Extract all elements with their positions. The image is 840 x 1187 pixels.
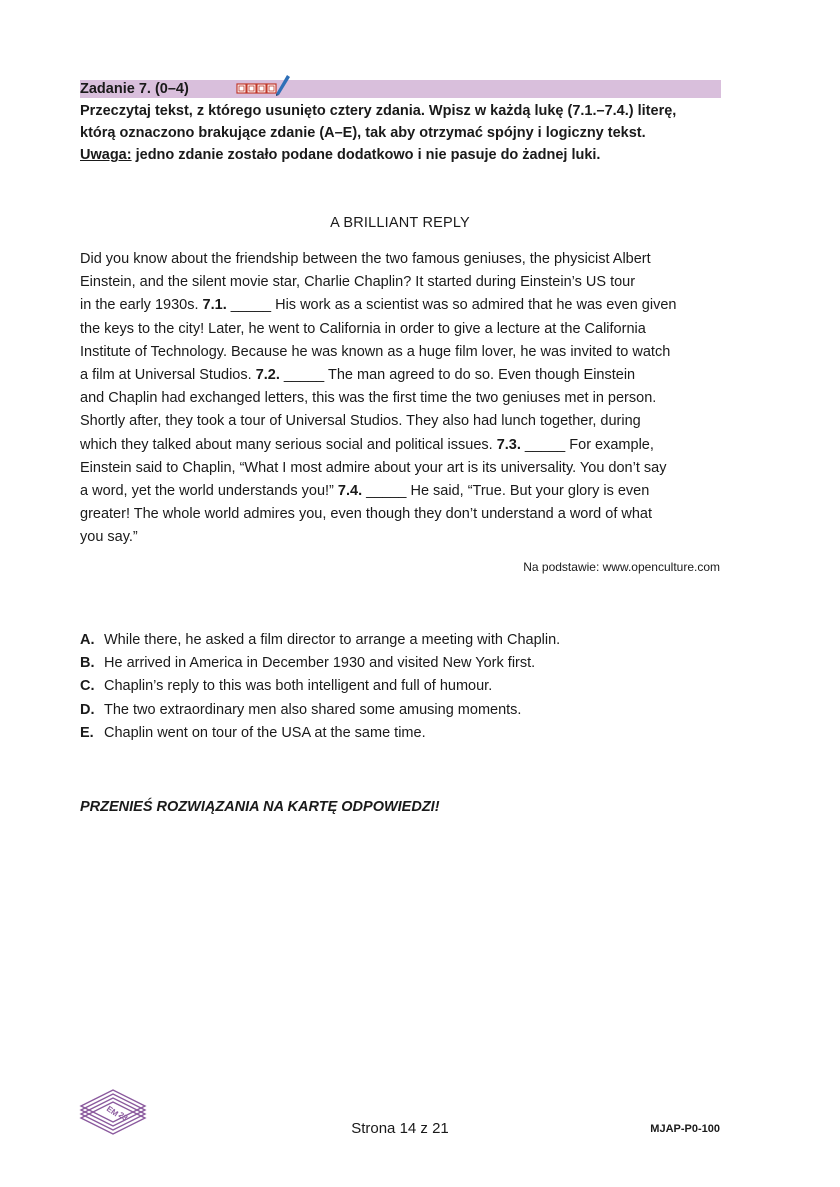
story-line: Shortly after, they took a tour of Universal Studios. They also had lunch together, during bbox=[80, 413, 641, 430]
story-line: Einstein said to Chaplin, “What I most admire about your art is its universality. You don’t say bbox=[80, 459, 667, 476]
option-d bbox=[80, 699, 720, 722]
option-text: He arrived in America in December 1930 and visited New York first. bbox=[104, 655, 536, 672]
story-line: a word, yet the world understands you!” 7.4. _____ He said, “True. But your glory is even bbox=[80, 482, 650, 499]
gap-label: 7.3. bbox=[496, 436, 521, 453]
story-line: which they talked about many serious social and political issues. 7.3. _____ For example, bbox=[80, 436, 654, 453]
pen-icon bbox=[276, 75, 290, 96]
story-line: Institute of Technology. Because he was known as a huge film lover, he was invited to watch bbox=[80, 343, 671, 360]
story-text bbox=[80, 248, 725, 549]
option-letter: E. bbox=[80, 724, 94, 741]
document-code: MJAP-P0-100 bbox=[650, 1123, 720, 1135]
note-label: Uwaga: bbox=[80, 147, 132, 163]
task-title: Zadanie 7. (0–4) bbox=[80, 81, 189, 97]
story-line: you say.” bbox=[80, 529, 138, 546]
instruction-line: którą oznaczono brakujące zdanie (A–E), tak aby otrzymać spójny i logiczny tekst. bbox=[80, 125, 646, 141]
story-line: Einstein, and the silent movie star, Charlie Chaplin? It started during Einstein’s US tour bbox=[80, 274, 636, 291]
note-text: jedno zdanie zostało podane dodatkowo i nie pasuje do żadnej luki. bbox=[131, 147, 601, 163]
story-title: A BRILLIANT REPLY bbox=[330, 215, 470, 231]
option-letter: B. bbox=[80, 655, 95, 672]
gap-label: 7.2. bbox=[255, 366, 280, 383]
option-b bbox=[80, 652, 720, 675]
option-letter: C. bbox=[80, 678, 95, 695]
story-line: the keys to the city! Later, he went to California in order to give a lecture at the California bbox=[80, 320, 646, 337]
option-text: The two extraordinary men also shared some amusing moments. bbox=[104, 701, 522, 718]
option-letter: A. bbox=[80, 632, 95, 648]
svg-text:EM: EM bbox=[104, 1104, 120, 1119]
option-text: Chaplin’s reply to this was both intelligent and full of humour. bbox=[104, 678, 493, 695]
transfer-note: PRZENIEŚ ROZWIĄZANIA NA KARTĘ ODPOWIEDZI! bbox=[80, 799, 440, 815]
option-text: Chaplin went on tour of the USA at the same time. bbox=[104, 724, 426, 741]
option-letter: D. bbox=[80, 701, 95, 718]
story-line: a film at Universal Studios. 7.2. _____ The man agreed to do so. Even though Einstein bbox=[80, 366, 636, 383]
source-citation: Na podstawie: www.openculture.com bbox=[523, 560, 720, 574]
gap-label: 7.4. bbox=[337, 482, 363, 499]
story-line: greater! The whole world admires you, even though they don’t understand a word of what bbox=[80, 506, 653, 523]
gap-label: 7.1. bbox=[202, 297, 227, 314]
option-e bbox=[80, 722, 720, 745]
story-line: and Chaplin had exchanged letters, this was the first time the two geniuses met in person. bbox=[80, 390, 657, 407]
score-boxes-icon bbox=[236, 72, 292, 96]
option-text: While there, he asked a film director to arrange a meeting with Chaplin. bbox=[104, 632, 561, 648]
svg-text:23: 23 bbox=[116, 1110, 130, 1123]
answer-options bbox=[80, 629, 720, 745]
story-line: in the early 1930s. 7.1. _____ His work as a scientist was so admired that he was even given bbox=[80, 297, 677, 314]
option-a bbox=[80, 629, 720, 652]
instruction-line: Przeczytaj tekst, z którego usunięto cztery zdania. Wpisz w każdą lukę (7.1.–7.4.) literę, bbox=[80, 103, 677, 119]
page-number: Strona 14 z 21 bbox=[351, 1120, 449, 1137]
story-line: Did you know about the friendship between the two famous geniuses, the physicist Albert bbox=[80, 251, 651, 267]
instruction-note bbox=[80, 144, 730, 166]
task-instructions bbox=[80, 100, 730, 166]
option-c bbox=[80, 675, 720, 698]
